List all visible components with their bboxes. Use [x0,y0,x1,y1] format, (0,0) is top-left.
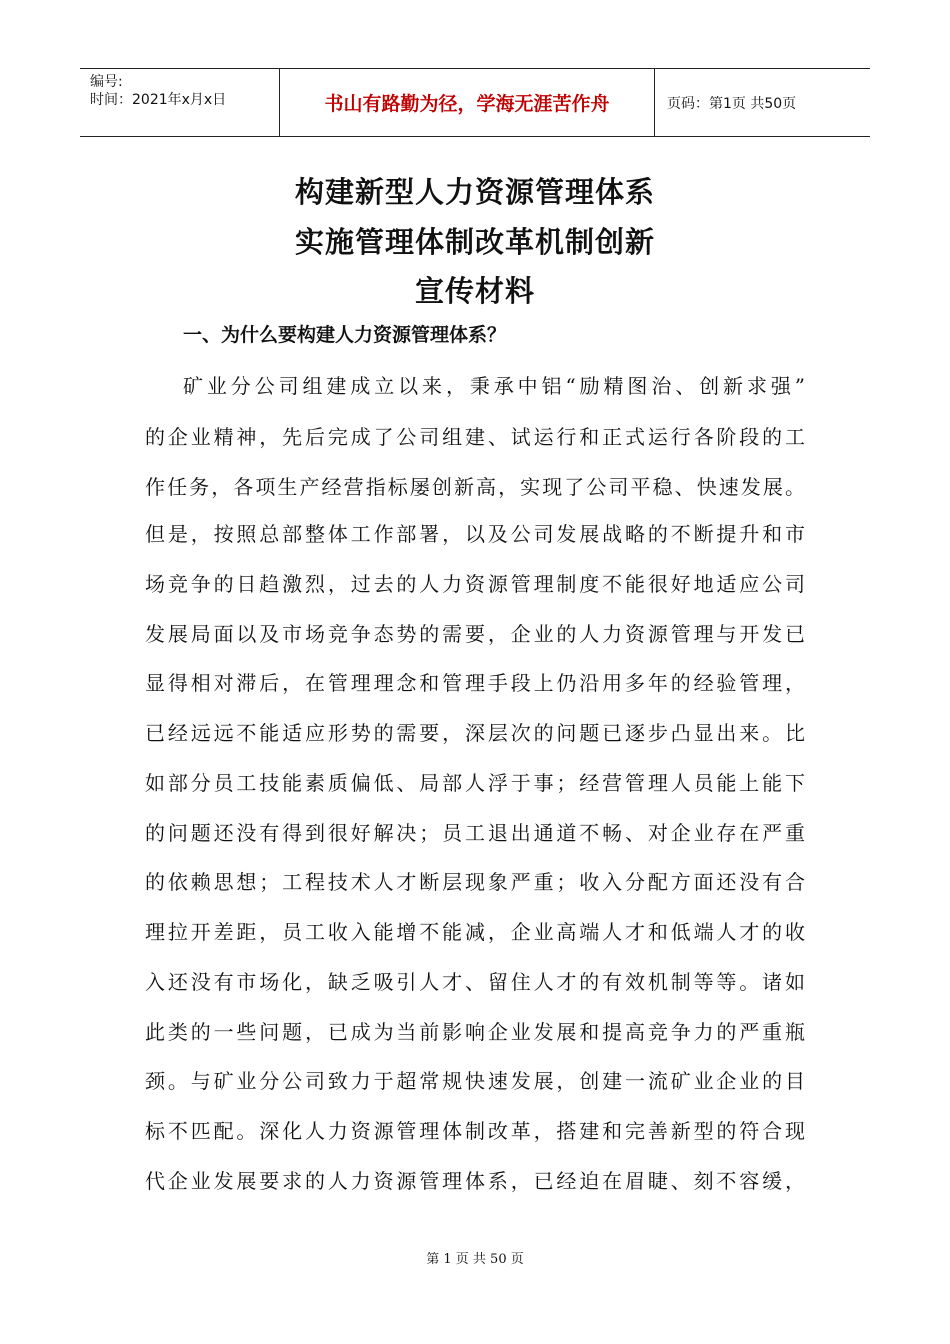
page-header [80,68,870,137]
body-line: 矿业分公司组建成立以来，秉承中铝“励精图治、创新求强” [183,374,805,398]
body-line: 已经远远不能适应形势的需要，深层次的问题已逐步凸显出来。比 [145,721,805,745]
body-line: 此类的一些问题，已成为当前影响企业发展和提高竞争力的严重瓶 [145,1020,805,1044]
header-page-info: 页码：第1页 共50页 [667,95,797,112]
number-label: 编号: [90,74,123,90]
body-line: 作任务，各项生产经营指标屡创新高，实现了公司平稳、快速发展。 [145,475,805,499]
body-line: 入还没有市场化，缺乏吸引人才、留住人才的有效机制等等。诸如 [145,970,805,994]
page-footer: 第 1 页 共 50 页 [426,1252,524,1267]
title-line-1: 构建新型人力资源管理体系 [294,175,655,209]
time-label: 时间：2021年x月x日 [90,92,227,108]
body-line: 场竞争的日趋激烈，过去的人力资源管理制度不能很好地适应公司 [145,572,805,596]
body-line: 发展局面以及市场竞争态势的需要，企业的人力资源管理与开发已 [145,622,805,646]
title-line-2: 实施管理体制改革机制创新 [294,225,655,259]
body-line: 的问题还没有得到很好解决；员工退出通道不畅、对企业存在严重 [145,821,805,845]
body-line: 颈。与矿业分公司致力于超常规快速发展，创建一流矿业企业的目 [145,1069,805,1093]
body-line: 显得相对滞后，在管理理念和管理手段上仍沿用多年的经验管理， [145,671,805,695]
header-meta [80,69,280,136]
body-line: 的依赖思想；工程技术人才断层现象严重；收入分配方面还没有合 [145,870,805,894]
body-line: 但是，按照总部整体工作部署，以及公司发展战略的不断提升和市 [145,522,805,546]
section-heading: 一、为什么要构建人力资源管理体系？ [183,324,507,346]
body-line: 如部分员工技能素质偏低、局部人浮于事；经营管理人员能上能下 [145,771,805,795]
body-line: 代企业发展要求的人力资源管理体系，已经迫在眉睫、刻不容缓， [145,1169,805,1193]
body-line: 的企业精神，先后完成了公司组建、试运行和正式运行各阶段的工 [145,425,805,449]
header-motto: 书山有路勤为径，学海无涯苦作舟 [280,69,655,136]
title-line-3: 宣传材料 [414,274,535,308]
body-line: 理拉开差距，员工收入能增不能减，企业高端人才和低端人才的收 [145,920,805,944]
body-line: 标不匹配。深化人力资源管理体制改革，搭建和完善新型的符合现 [145,1119,805,1143]
